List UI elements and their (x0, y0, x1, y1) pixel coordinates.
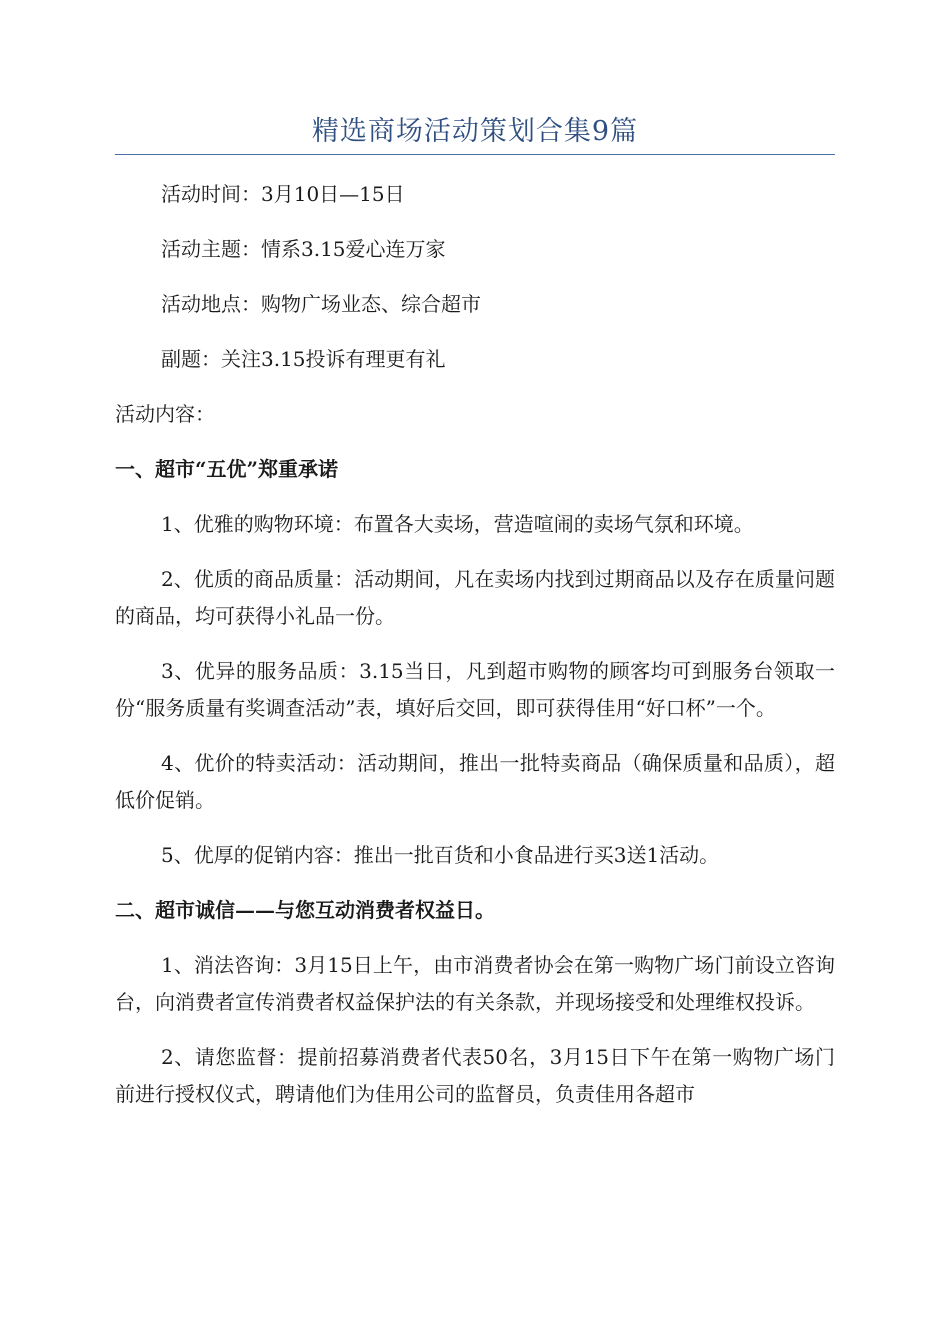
paragraph-activity-time: 活动时间：3月10日—15日 (161, 182, 405, 206)
paragraph-item-2: 2、优质的商品质量：活动期间，凡在卖场内找到过期商品以及存在质量问题的商品，均可获得小礼品一份。 (115, 567, 835, 628)
document-body (115, 176, 835, 1131)
paragraph-item-1: 1、优雅的购物环境：布置各大卖场，营造喧闹的卖场气氛和环境。 (161, 512, 754, 536)
section-heading-two: 二、超市诚信——与您互动消费者权益日。 (115, 898, 495, 922)
title-underline (115, 154, 835, 155)
document-title: 精选商场活动策划合集9篇 (311, 116, 639, 147)
paragraph-subtitle: 副题：关注3.15投诉有理更有礼 (161, 347, 446, 371)
section-heading-one: 一、超市“五优”郑重承诺 (115, 457, 339, 481)
paragraph-supervise: 2、请您监督：提前招募消费者代表50名，3月15日下午在第一购物广场门前进行授权仪式，聘请他们为佳用公司的监督员，负责佳用各超市 (115, 1045, 835, 1106)
paragraph-item-4: 4、优价的特卖活动：活动期间，推出一批特卖商品（确保质量和品质），超低价促销。 (115, 751, 835, 812)
paragraph-activity-theme: 活动主题：情系3.15爱心连万家 (161, 237, 446, 261)
paragraph-item-5: 5、优厚的促销内容：推出一批百货和小食品进行买3送1活动。 (161, 843, 720, 867)
paragraph-item-3: 3、优异的服务品质：3.15当日，凡到超市购物的顾客均可到服务台领取一份“服务质量有奖调查活动”表，填好后交回，即可获得佳用“好口杯”一个。 (115, 659, 835, 720)
paragraph-consult: 1、消法咨询：3月15日上午，由市消费者协会在第一购物广场门前设立咨询台，向消费者宣传消费者权益保护法的有关条款，并现场接受和处理维权投诉。 (115, 953, 835, 1014)
paragraph-activity-location: 活动地点：购物广场业态、综合超市 (161, 292, 481, 316)
paragraph-activity-content: 活动内容： (115, 402, 215, 426)
